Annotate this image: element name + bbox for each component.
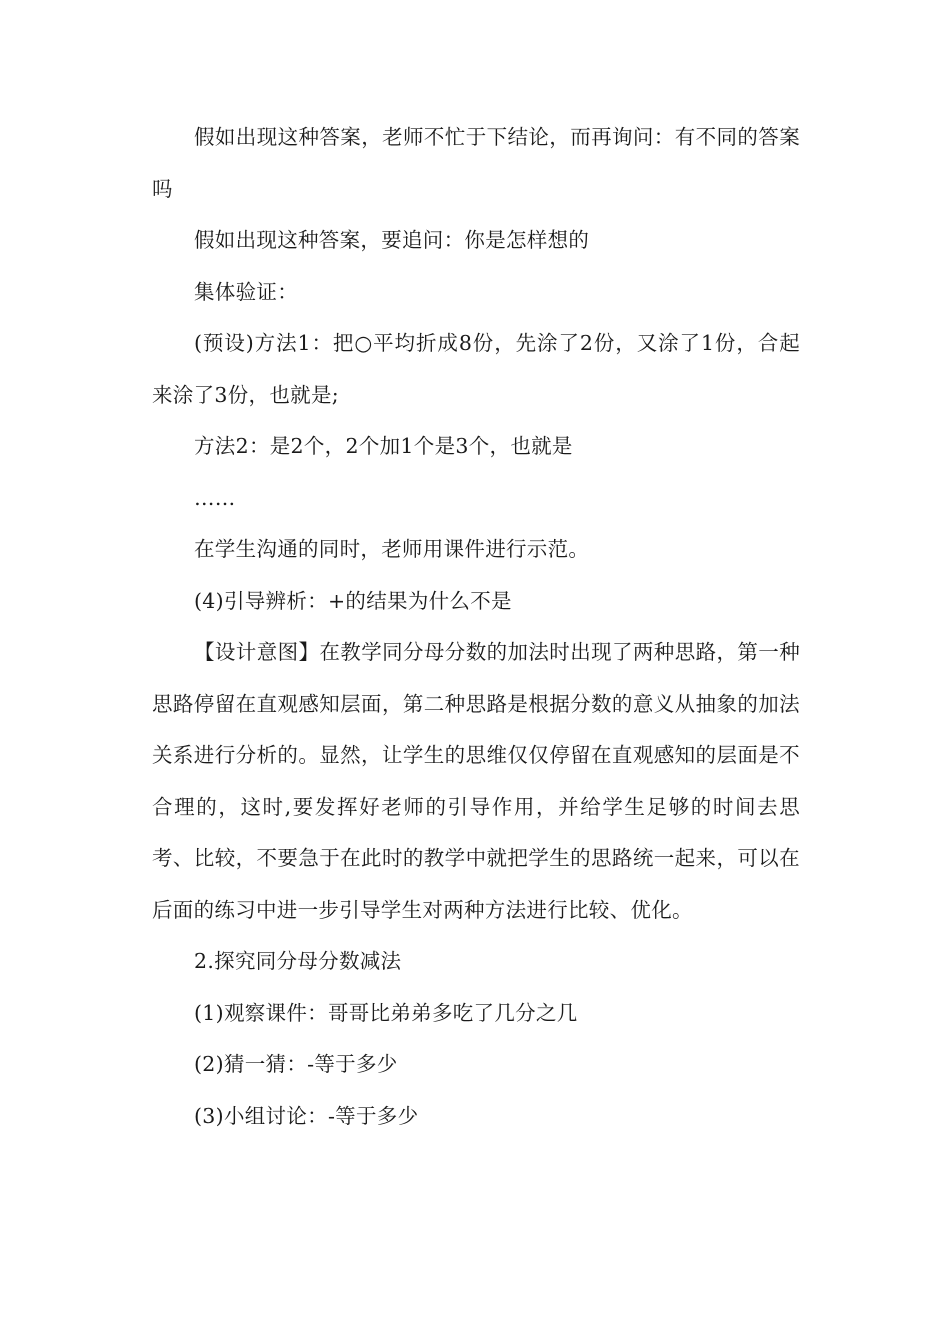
paragraph-group-verification: 集体验证： xyxy=(194,279,298,304)
paragraph-guess: (2)猜一猜：-等于多少 xyxy=(194,1052,398,1076)
paragraph-ellipsis: …… xyxy=(194,485,236,510)
paragraph-teacher-demo: 在学生沟通的同时，老师用课件进行示范。 xyxy=(194,537,590,561)
paragraph-follow-up-question: 假如出现这种答案，要追问：你是怎样想的 xyxy=(194,228,590,252)
paragraph-design-intent: 【设计意图】在教学同分母分数的加法时出现了两种思路，第一种思路停留在直观感知层面，第二种思路是根据分数的意义从抽象的加法关系进行分析的。显然，让学生的思维仅仅停留在直观感知的层面是不合理的，这时,要发挥好老师的引导作用，并给学生足够的时间去思考、比较，不要急于在此时的教学中就把学生的思路统一起来，可以在后面的练习中进一步引导学生对两种方法进行比较、优化。 xyxy=(152,640,800,922)
section-heading-subtraction: 2.探究同分母分数减法 xyxy=(194,949,402,973)
paragraph-guided-analysis: (4)引导辨析：+的结果为什么不是 xyxy=(194,588,512,613)
paragraph-different-answers: 假如出现这种答案，老师不忙于下结论，而再询问：有不同的答案吗 xyxy=(152,125,800,201)
paragraph-method-1: (预设)方法1：把○平均折成8份，先涂了2份，又涂了1份，合起来涂了3份，也就是; xyxy=(152,331,800,407)
paragraph-observe-courseware: (1)观察课件：哥哥比弟弟多吃了几分之几 xyxy=(194,1000,578,1025)
document-body xyxy=(152,112,800,1142)
paragraph-method-2: 方法2：是2个，2个加1个是3个，也就是 xyxy=(194,434,573,458)
paragraph-group-discussion: (3)小组讨论：-等于多少 xyxy=(194,1103,419,1128)
